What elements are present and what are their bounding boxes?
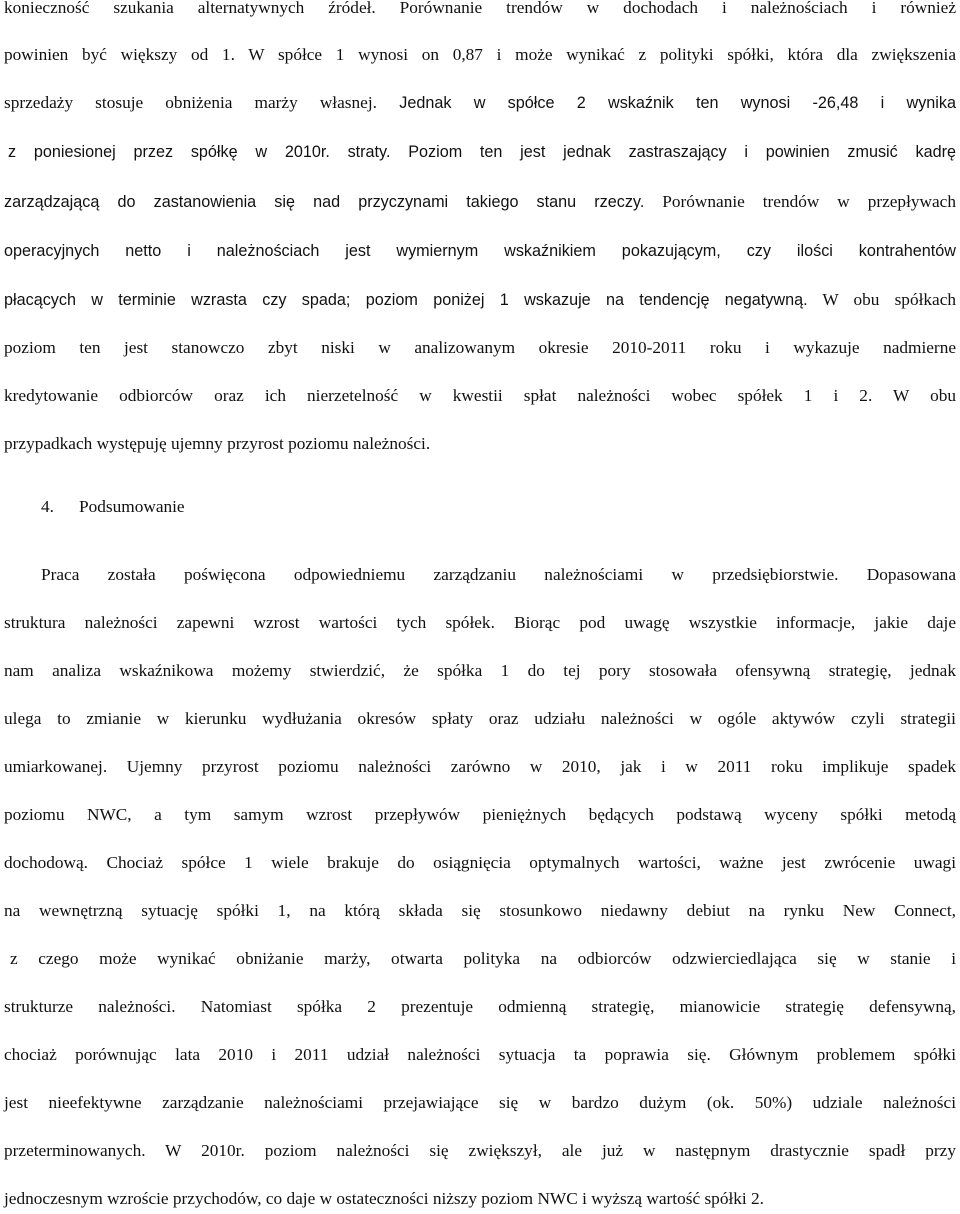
paragraph1-line-4-sans: z poniesionej przez spółkę w 2010r. straty.	[8, 143, 391, 161]
paragraph1-line-3-serif: sprzedaży stosuje obniżenia marży własnej.	[4, 93, 377, 112]
paragraph2-line-4: ulega to zmianie w kierunku wydłużania okresów spłaty oraz udziału należności w ogóle aktywów czyli strategii	[4, 709, 956, 728]
paragraph2-line-5: umiarkowanej. Ujemny przyrost poziomu należności zarówno w 2010, jak i w 2011 roku implikuje spadek	[4, 757, 956, 776]
paragraph2-line-9: z czego może wynikać obniżanie marży, otwarta polityka na odbiorców odzwierciedlająca się w stanie i	[10, 949, 956, 968]
paragraph2-line-13: przeterminowanych. W 2010r. poziom należności się zwiększył, ale już w następnym drastycznie spadł przy	[4, 1141, 956, 1160]
paragraph1-line-5-sans: zarządzającą do zastanowienia się nad przyczynami takiego stanu rzeczy.	[4, 193, 645, 211]
paragraph2-line-1: Praca została poświęcona odpowiedniemu zarządzaniu należnościami w przedsiębiorstwie. Dopasowana	[41, 565, 956, 584]
section-number: 4.	[41, 497, 54, 516]
paragraph2-line-8: na wewnętrzną sytuację spółki 1, na którą składa się stosunkowo niedawny debiut na rynku New Connect,	[4, 901, 956, 920]
paragraph1-line-3-sans: Jednak w spółce 2 wskaźnik ten wynosi -26,48 i wynika	[376, 94, 957, 112]
paragraph2-line-7: dochodową. Chociaż spółce 1 wiele brakuje do osiągnięcia optymalnych wartości, ważne jest zwrócenie uwagi	[4, 853, 956, 872]
paragraph1-line-9: kredytowanie odbiorców oraz ich nierzetelność w kwestii spłat należności wobec spółek 1 i 2. W obu	[4, 386, 956, 405]
paragraph2-line-2: struktura należności zapewni wzrost wartości tych spółek. Biorąc pod uwagę wszystkie informacje, jakie daje	[4, 613, 956, 632]
paragraph1-line-4-rest: Poziom ten jest jednak zastraszający i powinien zmusić kadrę	[390, 143, 956, 161]
paragraph1-line-3	[4, 93, 956, 113]
section-heading	[41, 497, 185, 517]
paragraph1-line-7	[4, 290, 956, 310]
paragraph1-line-7-sans: płacących w terminie wzrasta czy spada; poziom poniżej 1 wskazuje na tendencję negatywną.	[4, 291, 808, 309]
paragraph1-line-7-serif: W obu spółkach	[807, 290, 957, 309]
paragraph2-line-12: jest nieefektywne zarządzanie należnościami przejawiające się w bardzo dużym (ok. 50%) udziale należności	[4, 1093, 956, 1112]
paragraph1-line-10: przypadkach występuję ujemny przyrost poziomu należności.	[4, 434, 431, 453]
paragraph2-line-10: strukturze należności. Natomiast spółka 2 prezentuje odmienną strategię, mianowicie strategię defensywną,	[4, 997, 956, 1016]
paragraph1-line-1: konieczność szukania alternatywnych źródeł. Porównanie trendów w dochodach i należnościach i również	[4, 0, 956, 17]
paragraph2-line-14: jednoczesnym wzroście przychodów, co daje w ostateczności niższy poziom NWC i wyższą wartość spółki 2.	[4, 1189, 764, 1208]
paragraph1-line-5	[4, 192, 956, 212]
paragraph1-line-6: operacyjnych netto i należnościach jest wymiernym wskaźnikiem pokazującym, czy ilości kontrahentów	[4, 242, 956, 260]
section-title: Podsumowanie	[79, 497, 185, 516]
paragraph2-line-11: chociaż porównując lata 2010 i 2011 udział należności sytuacja ta poprawia się. Głównym problemem spółki	[4, 1045, 956, 1064]
paragraph2-line-6: poziomu NWC, a tym samym wzrost przepływów pieniężnych będących podstawą wyceny spółki metodą	[4, 805, 956, 824]
paragraph1-line-8: poziom ten jest stanowczo zbyt niski w analizowanym okresie 2010-2011 roku i wykazuje nadmierne	[4, 338, 956, 357]
paragraph1-line-4	[8, 142, 956, 162]
paragraph1-line-5-serif: Porównanie trendów w przepływach	[644, 192, 956, 211]
paragraph1-line-2: powinien być większy od 1. W spółce 1 wynosi on 0,87 i może wynikać z polityki spółki, która dla zwiększenia	[4, 45, 956, 64]
paragraph2-line-3: nam analiza wskaźnikowa możemy stwierdzić, że spółka 1 do tej pory stosowała ofensywną strategię, jednak	[4, 661, 956, 680]
